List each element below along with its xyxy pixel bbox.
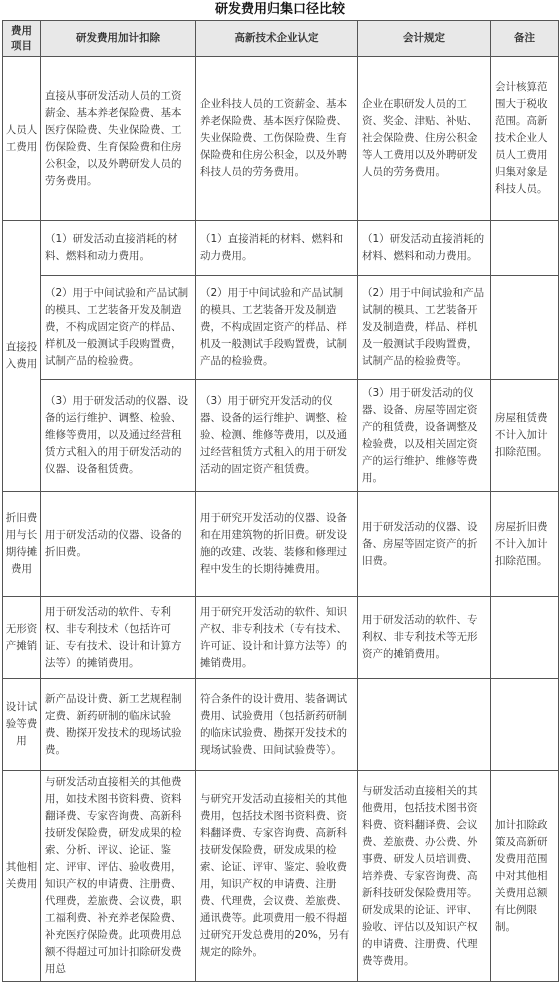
rd-cell: 用于研发活动的软件、专利权、非专利技术（包括许可证、专有技术、设计和计算方法等）的摊销费用。 — [41, 597, 196, 679]
acct-cell — [358, 679, 491, 771]
table-row — [3, 380, 559, 492]
category-cell: 折旧费用与长期待摊费用 — [3, 492, 41, 597]
hitech-cell: 用于研究开发活动的软件、知识产权、非专利技术（专有技术、许可证、设计和计算方法等）的摊销费用。 — [196, 597, 358, 679]
hitech-cell: 符合条件的设计费用、装备调试费用、试验费用（包括新药研制的临床试验费、勘探开发技术的现场试验费、田间试验费等）。 — [196, 679, 358, 771]
table-row — [3, 771, 559, 982]
header-row — [3, 21, 559, 57]
table-title: 研发费用归集口径比较 — [214, 2, 345, 17]
note-cell: 加计扣除政策及高新研发费用范围中对其他相关费用总额有比例限制。 — [491, 771, 559, 982]
header-rd-deduction: 研发费用加计扣除 — [41, 21, 196, 57]
rd-cell: （3）用于研发活动的仪器、设备的运行维护、调整、检验、维修等费用，以及通过经营租赁方式租入的用于研发活动的仪器、设备租赁费。 — [41, 380, 196, 492]
hitech-cell: （1）直接消耗的材料、燃料和动力费用。 — [196, 221, 358, 276]
table-row — [3, 221, 559, 276]
table-row — [3, 57, 559, 221]
acct-cell: 用于研发活动的仪器、设备、房屋等固定资产的折旧费。 — [358, 492, 491, 597]
note-cell — [491, 276, 559, 380]
acct-cell: 企业在职研发人员的工资、奖金、津贴、补贴、社会保险费、住房公积金等人工费用以及外聘研发人员的劳务费用。 — [358, 57, 491, 221]
hitech-cell: （3）用于研究开发活动的仪器、设备的运行维护、调整、检验、检测、维修等费用，以及通过经营租赁方式租入的用于研发活动的固定资产租赁费。 — [196, 380, 358, 492]
header-category: 费用项目 — [3, 21, 41, 57]
category-cell: 设计试验等费用 — [3, 679, 41, 771]
table-row — [3, 679, 559, 771]
acct-cell: 用于研发活动的软件、专利权、非专利技术等无形资产的摊销费用。 — [358, 597, 491, 679]
table-row — [3, 276, 559, 380]
note-cell — [491, 221, 559, 276]
category-cell: 人员人工费用 — [3, 57, 41, 221]
acct-cell: 与研发活动直接相关的其他费用，包括技术图书资料费、资料翻译费、会议费、差旅费、办公费、外事费、研发人员培训费、培养费、专家咨询费、高新科技研发保险费用等。研发成果的论证、评审、验收、评估以及知识产权的申请费、注册费、代理费等费用。 — [358, 771, 491, 982]
rd-cell: 用于研发活动的仪器、设备的折旧费。 — [41, 492, 196, 597]
hitech-cell: 用于研究开发活动的仪器、设备和在用建筑物的折旧费。研发设施的改建、改装、装修和修理过程中发生的长期待摊费用。 — [196, 492, 358, 597]
table-row — [3, 492, 559, 597]
hitech-cell: 与研究开发活动直接相关的其他费用，包括技术图书资料费、资料翻译费、专家咨询费、高新科技研发保险费，研发成果的检索、论证、评审、鉴定、验收费用，知识产权的申请费、注册费、代理费，会议费、差旅费、通讯费等。此项费用一般不得超过研究开发总费用的20%，另有规定的除外。 — [196, 771, 358, 982]
category-cell: 直接投入费用 — [3, 221, 41, 492]
header-notes: 备注 — [491, 21, 559, 57]
category-cell: 无形资产摊销 — [3, 597, 41, 679]
acct-cell: （3）用于研发活动的仪器、设备、房屋等固定资产的租赁费，设备调整及检验费，以及相关固定资产的运行维护、维修等费用。 — [358, 380, 491, 492]
note-cell: 房屋租赁费不计入加计扣除范围。 — [491, 380, 559, 492]
note-cell — [491, 597, 559, 679]
hitech-cell: （2）用于中间试验和产品试制的模具、工艺装备开发及制造费，不构成固定资产的样品、样机及一般测试手段购置费，试制产品的检验费。 — [196, 276, 358, 380]
note-cell: 房屋折旧费不计入加计扣除范围。 — [491, 492, 559, 597]
comparison-table — [2, 20, 559, 982]
note-cell: 会计核算范围大于税收范围。高新技术企业人员人工费用归集对象是科技人员。 — [491, 57, 559, 221]
hitech-cell: 企业科技人员的工资薪金、基本养老保险费、基本医疗保险费、失业保险费、工伤保险费、生育保险费和住房公积金，以及外聘科技人员的劳务费用。 — [196, 57, 358, 221]
header-accounting: 会计规定 — [358, 21, 491, 57]
rd-cell: （1）研发活动直接消耗的材料、燃料和动力费用。 — [41, 221, 196, 276]
category-cell: 其他相关费用 — [3, 771, 41, 982]
table-row — [3, 597, 559, 679]
header-hitech: 高新技术企业认定 — [196, 21, 358, 57]
rd-cell: 直接从事研发活动人员的工资薪金、基本养老保险费、基本医疗保险费、失业保险费、工伤保险费、生育保险费和住房公积金，以及外聘研发人员的劳务费用。 — [41, 57, 196, 221]
acct-cell: （2）用于中间试验和产品试制的模具、工艺装备开发及制造费，样品、样机及一般测试手段购置费，试制产品的检验费等。 — [358, 276, 491, 380]
rd-cell: 新产品设计费、新工艺规程制定费、新药研制的临床试验费、勘探开发技术的现场试验费。 — [41, 679, 196, 771]
acct-cell: （1）研发活动直接消耗的材料、燃料和动力费用。 — [358, 221, 491, 276]
rd-cell: 与研发活动直接相关的其他费用，如技术图书资料费、资料翻译费、专家咨询费、高新科技研发保险费，研发成果的检索、分析、评议、论证、鉴定、评审、评估、验收费用，知识产权的申请费、注册费、代理费，差旅费、会议费，职工福利费、补充养老保险费、补充医疗保险费。此项费用总额不得超过可加计扣除研发费用总 — [41, 771, 196, 982]
note-cell — [491, 679, 559, 771]
rd-cell: （2）用于中间试验和产品试制的模具、工艺装备开发及制造费，不构成固定资产的样品、样机及一般测试手段购置费，试制产品的检验费。 — [41, 276, 196, 380]
